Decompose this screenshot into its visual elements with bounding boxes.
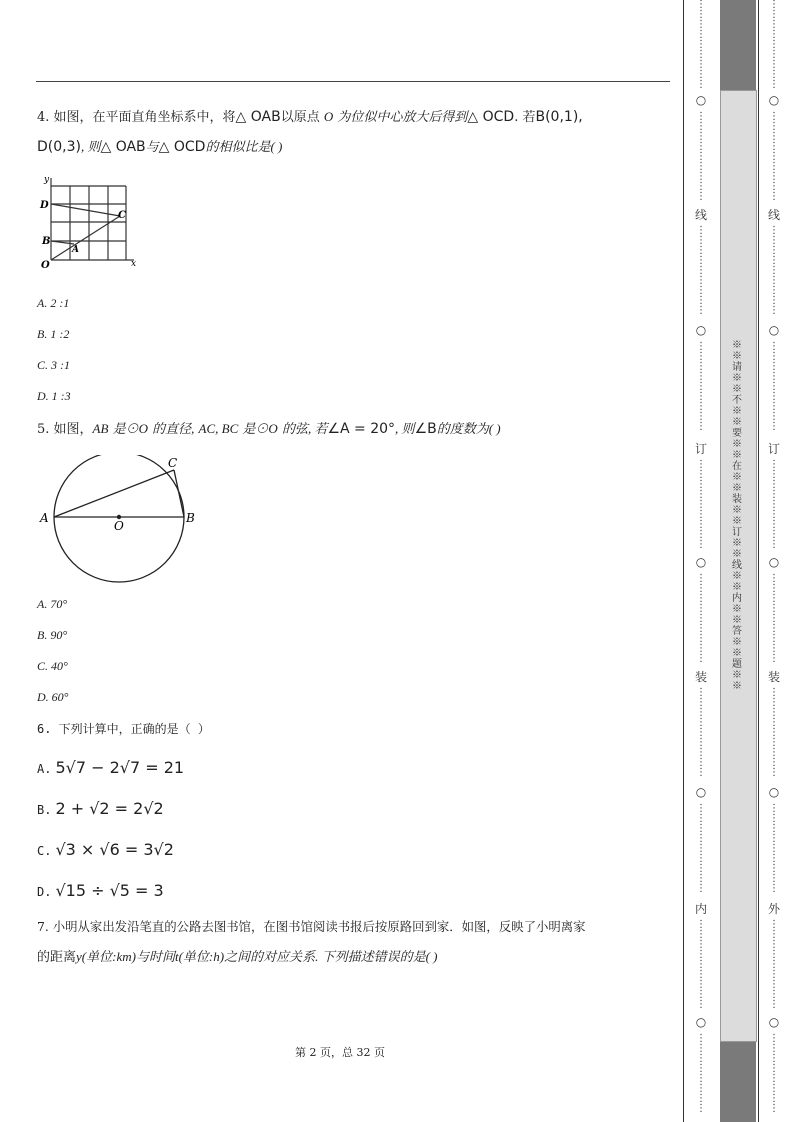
q4-label-y: y (44, 175, 50, 185)
q5-option-b[interactable]: B. 90° (37, 628, 68, 642)
binding-char-ding: 订 (694, 442, 707, 456)
binding-dots: ⋮ ⋮ ⋮ ⋮ ⋮ ⋮ ⋮ ⋮ ⋮ (769, 687, 779, 778)
binding-dots: ⋮ ⋮ ⋮ ⋮ ⋮ ⋮ ⋮ ⋮ ⋮ (769, 225, 779, 316)
q4-label-a: A (72, 245, 79, 255)
binding-char-ding-outer: 订 (767, 442, 780, 456)
binding-dots: ⋮ ⋮ ⋮ ⋮ ⋮ ⋮ ⋮ ⋮ ⋮ (769, 459, 779, 550)
q5-label-c: C (168, 456, 178, 470)
q5-label-b: B (186, 511, 195, 525)
binding-circle: ○ (768, 555, 780, 569)
q4-stem-line1: 4. 如图，在平面直角坐标系中，将△ OAB以原点 O 为位似中心放大后得到△ OCD. 若B(0,1), (37, 109, 583, 125)
q5-option-a[interactable]: A. 70° (37, 597, 68, 611)
q4-figure (34, 170, 144, 270)
binding-line-outer (683, 0, 684, 1122)
q5-option-d[interactable]: D. 60° (37, 690, 69, 704)
page-footer: 第 2 页，总 32 页 (295, 1046, 385, 1059)
q6-stem: 6. 下列计算中，正确的是（ ） (37, 722, 210, 736)
q6-option-d[interactable]: D. √15 ÷ √5 = 3 (37, 881, 164, 900)
binding-dots: ⋮ ⋮ ⋮ ⋮ ⋮ ⋮ ⋮ ⋮ ⋮ (696, 687, 706, 778)
q4-stem-line2: D(0,3), 则△ OAB与△ OCD的相似比是( ) (37, 139, 283, 155)
binding-circle: ○ (768, 785, 780, 799)
q7-stem-line1: 7. 小明从家出发沿笔直的公路去图书馆，在图书馆阅读书报后按原路回到家．如图，反映了小明离家 (37, 919, 586, 934)
q5-figure (36, 455, 206, 590)
q5-option-c[interactable]: C. 40° (37, 659, 68, 673)
q4-option-c[interactable]: C. 3 :1 (37, 358, 70, 372)
q7-stem-line2: 的距离y(单位:km)与时间t(单位:h)之间的对应关系. 下列描述错误的是( ) (37, 949, 438, 965)
binding-dots: ⋮ ⋮ ⋮ ⋮ ⋮ ⋮ ⋮ ⋮ ⋮ (696, 111, 706, 202)
q4-option-d[interactable]: D. 1 :3 (37, 389, 71, 403)
binding-dots: ⋮ ⋮ ⋮ ⋮ ⋮ ⋮ ⋮ ⋮ ⋮ (769, 341, 779, 432)
binding-circle: ○ (695, 785, 707, 799)
binding-dots: ⋮ ⋮ ⋮ ⋮ ⋮ ⋮ ⋮ ⋮ ⋮ (769, 111, 779, 202)
binding-circle: ○ (695, 93, 707, 107)
binding-dots: ⋮ ⋮ ⋮ ⋮ ⋮ ⋮ ⋮ ⋮ ⋮ (696, 0, 706, 90)
binding-circle: ○ (768, 1015, 780, 1029)
binding-char-xian-outer: 线 (767, 208, 780, 222)
binding-char-zhuang-outer: 装 (767, 670, 780, 684)
q5-label-o: O (114, 519, 124, 533)
binding-dots: ⋮ ⋮ ⋮ ⋮ ⋮ ⋮ ⋮ ⋮ ⋮ (696, 803, 706, 894)
binding-dots: ⋮ ⋮ ⋮ ⋮ ⋮ ⋮ ⋮ ⋮ (769, 1033, 779, 1114)
binding-circle: ○ (695, 323, 707, 337)
binding-char-xian: 线 (694, 208, 707, 222)
binding-dots: ⋮ ⋮ ⋮ ⋮ ⋮ ⋮ ⋮ ⋮ ⋮ (696, 573, 706, 664)
binding-circle: ○ (768, 93, 780, 107)
q6-option-c[interactable]: C. √3 × √6 = 3√2 (37, 840, 174, 859)
q4-label-x: x (131, 259, 137, 269)
binding-dots: ⋮ ⋮ ⋮ ⋮ ⋮ ⋮ ⋮ ⋮ ⋮ (769, 573, 779, 664)
q6-option-b[interactable]: B. 2 + √2 = 2√2 (37, 799, 164, 818)
binding-grey-top (720, 0, 756, 90)
q5-label-a: A (40, 511, 49, 525)
binding-notice-text: ※※请※※不※※要※※在※※装※※订※※线※※内※※答※※题※※ (732, 340, 742, 692)
binding-circle: ○ (695, 1015, 707, 1029)
q4-label-d: D (40, 200, 49, 211)
binding-dots: ⋮ ⋮ ⋮ ⋮ ⋮ ⋮ ⋮ ⋮ ⋮ (769, 0, 779, 90)
binding-line-inner (758, 0, 759, 1122)
binding-circle: ○ (695, 555, 707, 569)
binding-dots: ⋮ ⋮ ⋮ ⋮ ⋮ ⋮ ⋮ ⋮ ⋮ (769, 919, 779, 1010)
binding-dots: ⋮ ⋮ ⋮ ⋮ ⋮ ⋮ ⋮ ⋮ ⋮ (769, 803, 779, 894)
binding-dots: ⋮ ⋮ ⋮ ⋮ ⋮ ⋮ ⋮ ⋮ ⋮ (696, 919, 706, 1010)
q4-label-b: B (42, 236, 51, 247)
binding-dots: ⋮ ⋮ ⋮ ⋮ ⋮ ⋮ ⋮ ⋮ ⋮ (696, 225, 706, 316)
binding-grey-bottom (720, 1042, 756, 1122)
binding-dots: ⋮ ⋮ ⋮ ⋮ ⋮ ⋮ ⋮ ⋮ (696, 1033, 706, 1114)
binding-dots: ⋮ ⋮ ⋮ ⋮ ⋮ ⋮ ⋮ ⋮ ⋮ (696, 459, 706, 550)
q6-option-a[interactable]: A. 5√7 − 2√7 = 21 (37, 758, 185, 777)
q4-label-o: O (41, 260, 50, 270)
binding-char-nei: 内 (694, 902, 707, 916)
q4-option-b[interactable]: B. 1 :2 (37, 327, 70, 341)
q4-option-a[interactable]: A. 2 :1 (37, 296, 70, 310)
binding-char-zhuang: 装 (694, 670, 707, 684)
header-rule (36, 81, 670, 82)
binding-dots: ⋮ ⋮ ⋮ ⋮ ⋮ ⋮ ⋮ ⋮ ⋮ (696, 341, 706, 432)
binding-char-wai: 外 (767, 902, 780, 916)
q4-label-c: C (118, 210, 126, 221)
q5-stem: 5. 如图，AB 是⊙O 的直径, AC, BC 是⊙O 的弦, 若∠A = 20°, 则∠B的度数为( ) (37, 421, 501, 437)
binding-circle: ○ (768, 323, 780, 337)
